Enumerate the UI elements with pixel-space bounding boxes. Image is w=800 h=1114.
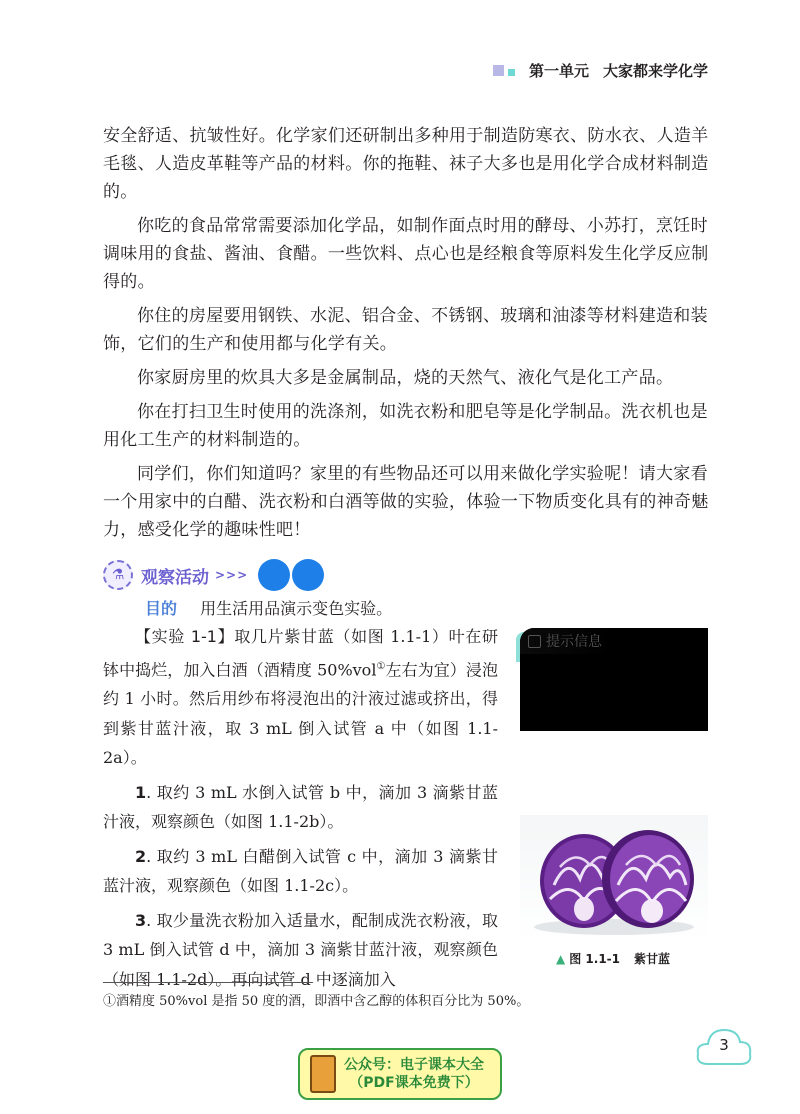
footnote: ①酒精度 50%vol 是指 50 度的酒，即酒中含乙醇的体积百分比为 50%。 xyxy=(103,994,530,1009)
step-number: 3 xyxy=(135,910,147,930)
footnote-divider xyxy=(103,982,313,983)
step-number: 2 xyxy=(135,846,147,866)
experiment-step xyxy=(103,842,498,901)
step-text: . 取约 3 mL 白醋倒入试管 c 中，滴加 3 滴紫甘蓝汁液，观察颜色（如图 1.1-2c）。 xyxy=(103,846,498,896)
hint-label: 提示信息 xyxy=(546,634,602,650)
paragraph: 你吃的食品常常需要添加化学品，如制作面点时用的酵母、小苏打，烹饪时调味用的食盐、酱油、食醋。一些饮料、点心也是经粮食等原料发生化学反应制得的。 xyxy=(103,216,709,292)
body-text xyxy=(103,122,713,550)
hint-tab xyxy=(520,628,612,654)
experiment-intro xyxy=(103,622,498,773)
step-number: 1 xyxy=(135,782,147,802)
observe-activity-heading xyxy=(103,559,326,591)
page-number: 3 xyxy=(719,1036,729,1054)
header-title: 大家都来学化学 xyxy=(602,62,708,80)
header-unit: 第一单元 xyxy=(528,62,589,80)
experiment-intro-b: 左右为宜）浸泡约 1 小时。然后用纱布将浸泡出的汁液过滤或挤出，得到紫甘蓝汁液，取 3 mL 倒入试管 a 中（如图 1.1-2a）。 xyxy=(103,659,498,768)
header-square-icon xyxy=(493,65,504,76)
header-small-square-icon xyxy=(508,69,515,76)
experiment-text xyxy=(103,622,498,999)
footnote-mark: ① xyxy=(376,660,386,672)
hint-icon xyxy=(528,635,541,648)
watermark-line-1: 公众号：电子课本大全 xyxy=(344,1057,484,1073)
blue-dot-icon xyxy=(292,559,324,591)
figure-number: 图 1.1-1 xyxy=(569,952,621,966)
experiment-step xyxy=(103,778,498,837)
purpose-label: 目的 xyxy=(145,599,178,618)
purpose-line xyxy=(145,596,392,619)
flask-icon: ⚗ xyxy=(103,560,133,590)
watermark-line-2: （PDF课本免费下） xyxy=(349,1075,479,1091)
purpose-text: 用生活用品演示变色实验。 xyxy=(200,599,393,618)
blue-dot-icon xyxy=(258,559,290,591)
red-cabbage-image xyxy=(520,815,708,941)
up-arrow-icon: ▲ xyxy=(556,951,566,966)
watermark-text xyxy=(344,1056,484,1092)
step-text: . 取约 3 mL 水倒入试管 b 中，滴加 3 滴紫甘蓝汁液，观察颜色（如图 1.1-2b）。 xyxy=(103,782,498,832)
red-cabbage-photo xyxy=(520,815,708,941)
book-icon xyxy=(310,1055,336,1093)
paragraph: 你家厨房里的炊具大多是金属制品，烧的天然气、液化气是化工产品。 xyxy=(137,368,674,388)
paragraph: 你在打扫卫生时使用的洗涤剂，如洗衣粉和肥皂等是化学制品。洗衣机也是用化工生产的材料制造的。 xyxy=(103,402,708,450)
experiment-intro-a: 取几片紫甘蓝（如图 1.1-1）叶在研钵中捣烂，加入白酒（酒精度 50%vol xyxy=(103,627,498,679)
running-header xyxy=(493,60,708,81)
experiment-tag: 【实验 1-1】 xyxy=(135,627,235,646)
figure-caption xyxy=(556,950,670,967)
paragraph: 同学们，你们知道吗？家里的有些物品还可以用来做化学实验呢！请大家看一个用家中的白醋、洗衣粉和白酒等做的实验，体验一下物质变化具有的神奇魅力，感受化学的趣味性吧！ xyxy=(103,464,709,540)
watermark-badge xyxy=(298,1048,502,1100)
paragraph: 你住的房屋要用钢铁、水泥、铝合金、不锈钢、玻璃和油漆等材料建造和装饰，它们的生产和使用都与化学有关。 xyxy=(103,306,708,354)
observe-arrows: >>> xyxy=(215,568,249,582)
paragraph: 安全舒适、抗皱性好。化学家们还研制出多种用于制造防寒衣、防水衣、人造羊毛毯、人造皮革鞋等产品的材料。你的拖鞋、袜子大多也是用化学合成材料制造的。 xyxy=(103,126,709,202)
observe-label: 观察活动 xyxy=(141,567,209,588)
hint-box[interactable] xyxy=(520,628,708,731)
step-text: . 取少量洗衣粉加入适量水，配制成洗衣粉液，取 3 mL 倒入试管 d 中，滴加 3 滴紫甘蓝汁液，观察颜色（如图 1.1-2d）。再向试管 d 中逐滴加入 xyxy=(103,910,498,989)
figure-title: 紫甘蓝 xyxy=(634,952,671,966)
